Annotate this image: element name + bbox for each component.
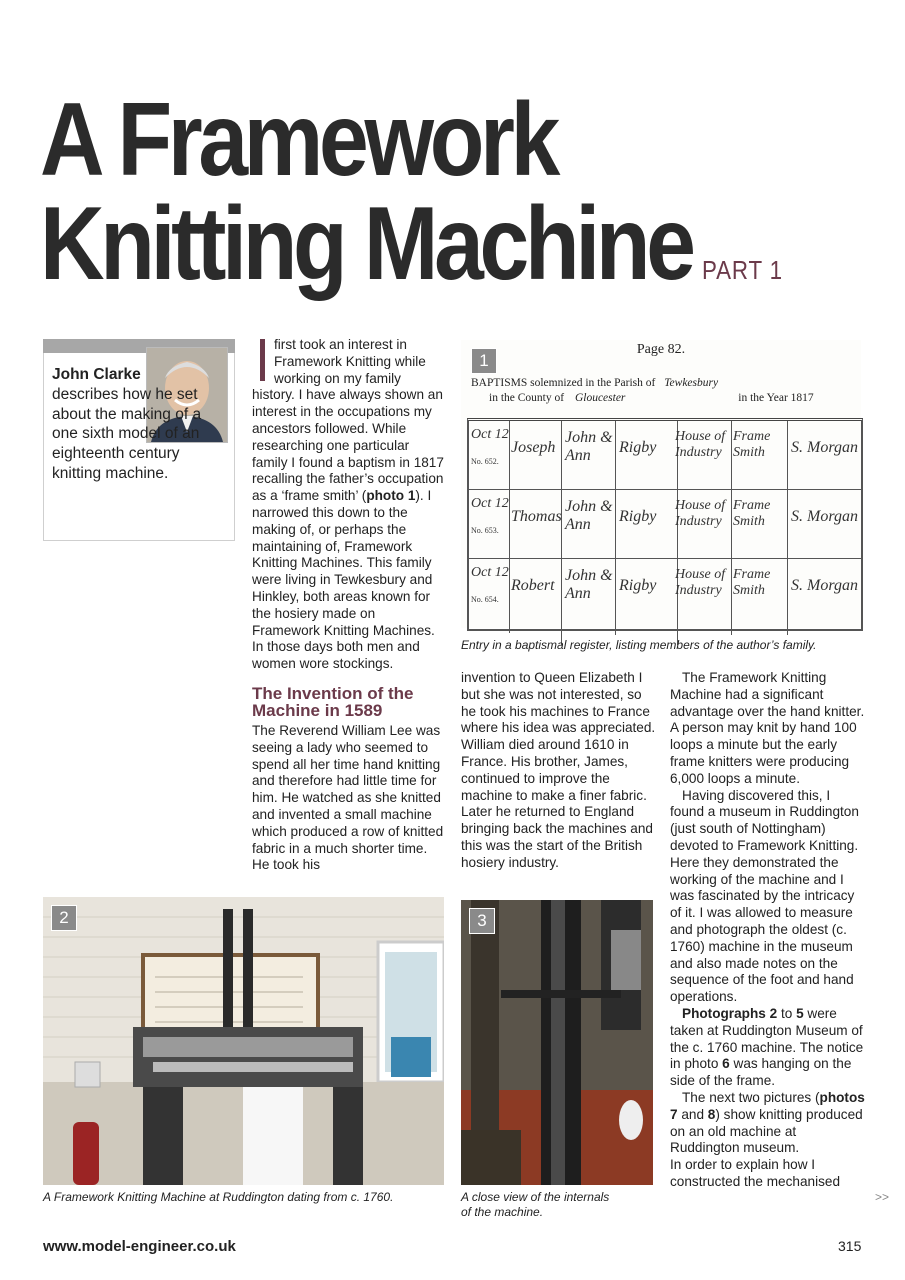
register-parents: John & Ann	[561, 559, 616, 635]
column-3-para-3: Photographs 2 to 5 were taken at Ruddington Museum of the c. 1760 machine. The notice in photo 6 was hanging on the side of the frame.	[670, 1005, 864, 1089]
register-year: in the Year 1817	[738, 392, 814, 404]
register-header-county-label: in the County of	[489, 392, 565, 404]
title-line-2: Knitting Machine	[40, 186, 692, 302]
register-row	[469, 559, 861, 627]
photo-number-3: 3	[469, 908, 495, 934]
register-parents: John & Ann	[561, 421, 616, 497]
intro-text: first took an interest in Framework Knitting while working on my family history. I have always shown an interest in the occupations my ancestors followed. While researching one particular family I found a baptism in 1817 recalling the father’s occupation as a ‘frame smith’ (	[252, 337, 444, 504]
photo-3-caption: A close view of the internals of the machine.	[461, 1190, 610, 1219]
register-surname: Rigby	[613, 421, 678, 507]
article-column-1	[252, 337, 445, 874]
intro-text-end: ). I narrowed this down to the making of, or perhaps the maintaining of, Framework Knitting Machines. This family were living in Tewkesbury and Hinkley, both areas known for the hosiery made on Framework Knitting Machines. In those days both men and women wore stockings.	[252, 488, 435, 672]
register-parish: Tewkesbury	[664, 377, 719, 389]
register-child: Thomas	[509, 490, 562, 576]
register-county: Gloucester	[574, 392, 626, 404]
page-number: 315	[838, 1238, 862, 1254]
column-3-para-4: The next two pictures (photos 7 and 8) show knitting produced on an old machine at Ruddington museum.	[670, 1089, 865, 1156]
register-row	[469, 490, 861, 559]
register-parents: John & Ann	[561, 490, 616, 566]
register-header	[471, 376, 814, 406]
photo-3-machine-internals	[461, 900, 653, 1185]
subheading-invention: The Invention of the Machine in 1589	[252, 683, 414, 720]
register-by: S. Morgan	[791, 439, 858, 456]
register-quality: Frame Smith	[731, 559, 788, 635]
author-blurb	[52, 365, 217, 484]
register-by: S. Morgan	[791, 508, 858, 525]
register-abode: House of Industry	[673, 490, 732, 566]
page-title	[40, 82, 783, 322]
photo-1-baptism-register	[461, 340, 861, 628]
column-3-para-5: In order to explain how I constructed the mechanised	[670, 1157, 841, 1189]
article-column-2	[461, 670, 656, 872]
continue-arrow-icon: >>	[875, 1190, 890, 1204]
register-surname: Rigby	[613, 559, 678, 645]
register-date: Oct 12 No. 653.	[469, 490, 510, 564]
register-table	[467, 418, 863, 631]
register-by: S. Morgan	[791, 577, 858, 594]
photo-2-caption: A Framework Knitting Machine at Ruddington dating from c. 1760.	[43, 1190, 394, 1204]
register-abode: House of Industry	[673, 559, 732, 635]
register-child: Joseph	[509, 421, 562, 507]
register-header-parish-label: BAPTISMS solemnized in the Parish of	[471, 377, 656, 389]
part-label: PART 1	[701, 255, 783, 285]
register-quality: Frame Smith	[731, 421, 788, 497]
photo-number-2: 2	[51, 905, 77, 931]
register-quality: Frame Smith	[731, 490, 788, 566]
register-date: Oct 12 No. 652.	[469, 421, 510, 495]
register-abode: House of Industry	[673, 421, 732, 497]
register-surname: Rigby	[613, 490, 678, 576]
author-name: John Clarke	[52, 366, 141, 383]
article-column-3	[670, 670, 865, 1191]
invention-text: The Reverend William Lee was seeing a lady who seemed to spend all her time hand knitting and therefore had little time for him. He watched as she knitted and invented a small machine which produced a row of knitted fabric in a much shorter time. He took his	[252, 722, 444, 873]
column-3-para-1: The Framework Knitting Machine had a significant advantage over the hand knitter. A person may knit by hand 100 loops a minute but the early frame knitters were producing 6,000 loops a minute.	[670, 670, 865, 786]
column-3-para-2: Having discovered this, I found a museum in Ruddington (just south of Nottingham) devoted to Framework Knitting. Here they demonstrated the working of the machine and I was fascinated by the intricacy of it. I was allowed to measure and photograph the oldest (c. 1760) machine in the museum and also made notes on the sequence of the foot and hand operations.	[670, 787, 859, 1005]
intro-photo-ref: photo 1	[366, 488, 416, 504]
register-page-number: Page 82.	[636, 342, 686, 357]
register-date: Oct 12 No. 654.	[469, 559, 510, 633]
photo-2-knitting-machine	[43, 897, 444, 1185]
photo-number-1: 1	[471, 348, 497, 374]
column-2-text: invention to Queen Elizabeth I but she was not interested, so he took his machines to France where his idea was appreciated. William died around 1610 in France. His brother, James, continued to improve the machine to make a finer fabric. Later he returned to England bringing back the machines and this was the start of the British hosiery industry.	[461, 670, 656, 870]
drop-cap-bar	[260, 339, 265, 381]
photo-1-caption: Entry in a baptismal register, listing members of the author’s family.	[461, 638, 817, 652]
footer-url[interactable]: www.model-engineer.co.uk	[43, 1238, 236, 1255]
register-child: Robert	[509, 559, 562, 645]
register-row	[469, 421, 861, 490]
author-description: describes how he set about the making of a one sixth model of an eighteenth century knitting machine.	[52, 385, 202, 482]
title-line-1: A Framework	[40, 82, 557, 198]
